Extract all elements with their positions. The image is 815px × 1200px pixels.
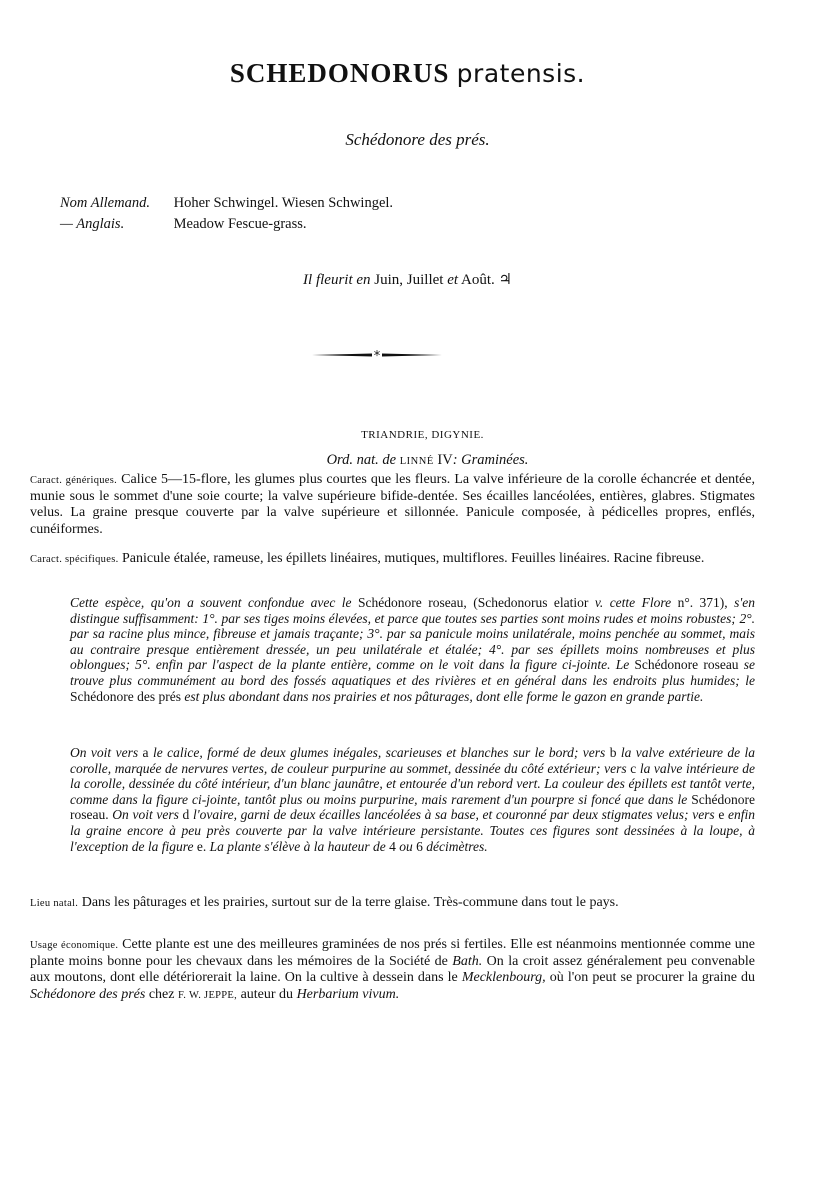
vernacular-names bbox=[60, 193, 393, 235]
note-text-upright: Schédonore roseau, (Schedonorus elatior bbox=[358, 595, 589, 610]
figure-letter: b bbox=[609, 745, 617, 760]
generic-label: Caract. génériques. bbox=[30, 475, 118, 486]
usage-text: chez bbox=[148, 986, 175, 1002]
usage-italic: Mecklenbourg, bbox=[461, 970, 546, 986]
flowering-et: et bbox=[447, 272, 459, 288]
height-number: 4 bbox=[389, 838, 396, 854]
note-text: On voit vers bbox=[70, 745, 139, 760]
habitat bbox=[30, 895, 755, 912]
specific-text: Panicule étalée, rameuse, les épillets linéaires, mutiques, multiflores. Feuilles linéaires. Racine fibreuse. bbox=[122, 551, 705, 566]
habitat-label: Lieu natal. bbox=[30, 898, 79, 909]
name-label: Nom Allemand. bbox=[60, 195, 150, 211]
name-value: Hoher Schwingel. Wiesen Schwingel. bbox=[173, 195, 394, 211]
usage-label: Usage économique. bbox=[30, 940, 119, 951]
perennial-symbol-icon: ♃ bbox=[498, 272, 512, 288]
note-text: ou bbox=[399, 838, 413, 854]
linnaean-class: TRIANDRIE, DIGYNIE. bbox=[361, 429, 484, 441]
note-text: le calice, formé de deux glumes inégales, scarieuses et blanches sur le bord; vers bbox=[152, 745, 606, 760]
usage-text: où l'on peut se procurer la graine du bbox=[549, 970, 755, 986]
flowering-period bbox=[0, 270, 815, 289]
figure-letter: e. bbox=[196, 838, 207, 854]
figure-letter: a bbox=[142, 745, 149, 760]
note-text: l'ovaire, garni de deux écailles lancéolées à sa base, et couronné par deux stigmates velus; vers bbox=[192, 807, 715, 823]
note-text-upright: n°. 371), bbox=[677, 595, 728, 610]
usage-italic: Herbarium vivum. bbox=[296, 986, 400, 1002]
habitat-text: Dans les pâturages et les prairies, surtout sur de la terre glaise. Très-commune dans tout le pays. bbox=[81, 895, 619, 910]
note-text: enfin la graine encore à peu près couverte par la valve intérieure persistante. Toutes ces figures sont dessinées à la loupe, à l'exception de la figure bbox=[70, 807, 756, 854]
figure-letter: e bbox=[718, 807, 725, 823]
note-text: s'en distingue suffisamment: 1°. par ses tiges moins élevées, et parce que toutes ses parties sont moins rudes et moins robustes; 2°. par sa racine plus mince, fibreuse et jamais traçante; 3°. par sa panicule moins unilatérale, moins penchée au sommet, mais au contraire presque entièrement dressée, un peu unilatérale et étalée; 4°. par ses épillets moins nombreuses et plus oblongues; 5°. enfin par l'aspect de la plante entière, comme on le voit dans la figure ci-jointe. Le bbox=[70, 595, 755, 673]
name-value: Meadow Fescue-grass. bbox=[173, 216, 307, 232]
flowering-months: Juin, Juillet bbox=[374, 272, 444, 288]
note-text: On voit vers bbox=[112, 807, 179, 823]
generic-text: Calice 5—15-flore, les glumes plus courtes que les fleurs. La valve inférieure de la corolle échancrée et dentée, munie sous le sommet d'une soie courte; la valve supérieure bifide-dentée. Ses écailles lancéolées, entières, glabres. Stigmates velus. La graine presque couverte par la valve supérieure et sillonnée. Panicule composée, à pédicelles propres, enflés, cunéiformes. bbox=[30, 472, 755, 537]
usage-text: Cette plante est une des meilleures graminées de nos prés si fertiles. Elle est néanmoins mentionnée comme une plante moins bonne pour les chevaux dans les mémoires de la Société de bbox=[30, 937, 756, 970]
flowering-months-last: Août. bbox=[460, 272, 495, 288]
figure-description bbox=[70, 745, 755, 854]
note-text-upright: Schédonore roseau bbox=[634, 657, 739, 673]
usage-italic: Bath. bbox=[452, 954, 483, 970]
usage-text: On la croit assez généralement peu convenable aux moutons, dont elle détériorerait la laine. On la cultive à dessein dans le bbox=[30, 954, 756, 986]
ordnat-family: : Graminées. bbox=[452, 452, 529, 468]
usage-text: auteur du bbox=[240, 986, 294, 1002]
section-ornament-icon bbox=[312, 348, 442, 362]
title-genus: SCHEDONORUS bbox=[229, 58, 450, 88]
specific-label: Caract. spécifiques. bbox=[30, 554, 119, 565]
ordnat-prefix: Ord. nat. de bbox=[326, 452, 397, 468]
note-text: se trouve plus communément au bord des fossés aquatiques et des rivières et en général dans les endroits plus humides; le bbox=[70, 657, 755, 688]
height-number: 6 bbox=[416, 838, 423, 854]
note-text: la valve extérieure de la corolle, marquée de nervures vertes, de couleur purpurine au sommet, dessinée du côté extérieur; vers bbox=[70, 745, 756, 776]
flowering-prefix: Il fleurit en bbox=[303, 272, 371, 288]
note-text-upright: Schédonore roseau. bbox=[70, 791, 755, 823]
comparison-note bbox=[70, 595, 755, 704]
note-text: est plus abondant dans nos prairies et nos pâturages, dont elle forme le gazon en grande partie. bbox=[184, 688, 704, 704]
figure-letter: d bbox=[182, 807, 190, 823]
name-label: — Anglais. bbox=[60, 216, 125, 232]
natural-order bbox=[0, 452, 815, 469]
ordnat-author: LINNÉ bbox=[399, 456, 434, 467]
specific-characters bbox=[30, 551, 755, 568]
note-text-upright: Schédonore des prés bbox=[70, 688, 181, 704]
title-species: pratensis. bbox=[456, 59, 586, 88]
figure-letter: c bbox=[630, 760, 637, 776]
ordnat-number: IV bbox=[437, 452, 453, 468]
name-row-english bbox=[60, 214, 393, 235]
usage-italic: Schédonore des prés bbox=[30, 986, 146, 1002]
note-text: Cette espèce, qu'on a souvent confondue avec le bbox=[70, 595, 352, 610]
note-text: décimètres. bbox=[426, 838, 488, 854]
economic-use bbox=[30, 937, 755, 1004]
name-row-german bbox=[60, 193, 393, 214]
note-text: v. cette Flore bbox=[594, 595, 672, 610]
usage-smallcaps: F. W. JEPPE, bbox=[178, 989, 238, 1001]
common-name: Schédonore des prés. bbox=[345, 130, 490, 149]
page-title bbox=[0, 58, 815, 89]
generic-characters bbox=[30, 472, 755, 538]
note-text: La plante s'élève à la hauteur de bbox=[209, 838, 386, 854]
svg-text:*: * bbox=[373, 349, 381, 362]
note-text: la valve intérieure de la corolle, dessinée du côté intérieur, d'un blanc jaunâtre, et entourée d'un rebord vert. La couleur des épillets est tantôt verte, comme dans la figure ci-jointe, tantôt plus ou moins purpurine, mais rarement d'un pourpre si foncé que dans le bbox=[70, 760, 756, 807]
